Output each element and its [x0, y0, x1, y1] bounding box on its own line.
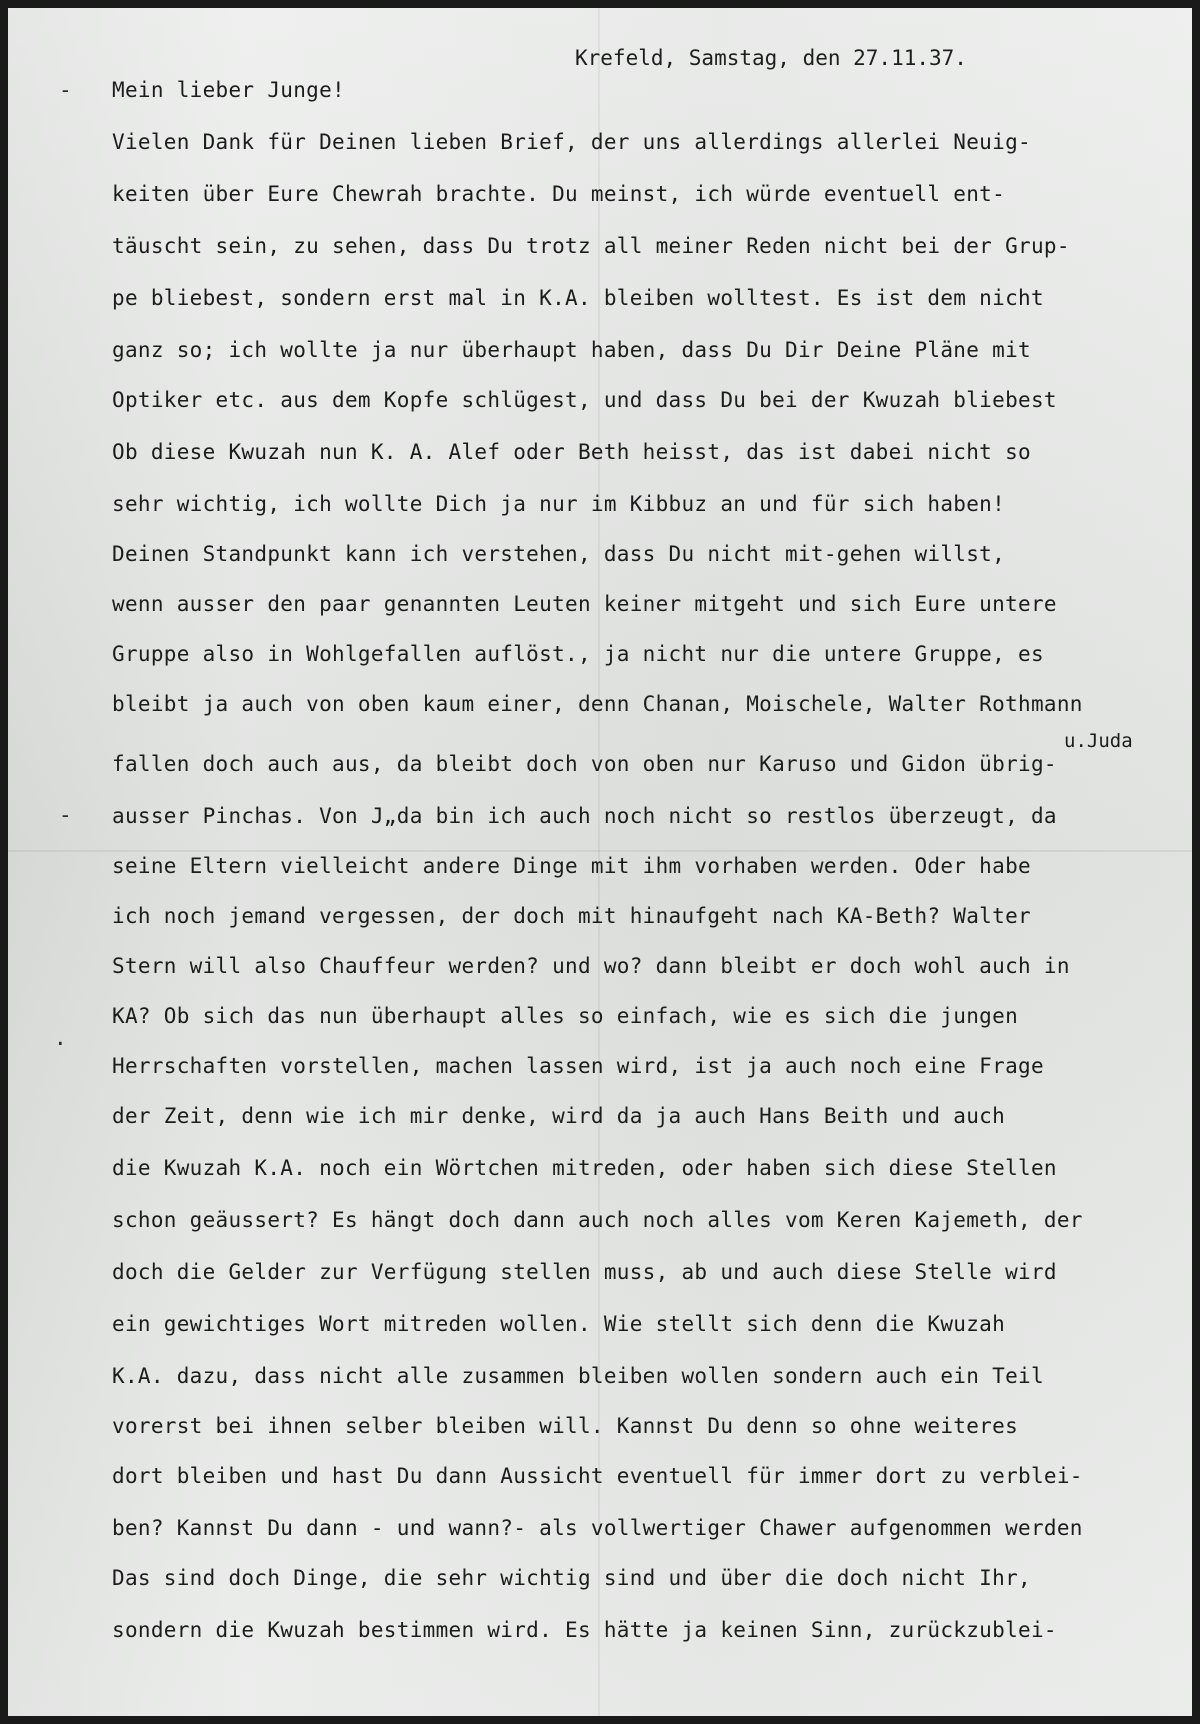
letter-line: schon geäussert? Es hängt doch dann auch noch alles vom Keren Kajemeth, der	[112, 1208, 1083, 1232]
letter-line: doch die Gelder zur Verfügung stellen muss, ab und auch diese Stelle wird	[112, 1260, 1057, 1284]
letter-line: Das sind doch Dinge, die sehr wichtig sind und über die doch nicht Ihr,	[112, 1566, 1031, 1590]
letter-line: dort bleiben und hast Du dann Aussicht eventuell für immer dort zu verblei-	[112, 1464, 1083, 1488]
margin-mark: -	[59, 78, 72, 102]
letter-line: K.A. dazu, dass nicht alle zusammen bleiben wollen sondern auch ein Teil	[112, 1364, 1044, 1388]
letter-line: seine Eltern vielleicht andere Dinge mit ihm vorhaben werden. Oder habe	[112, 854, 1031, 878]
letter-line: sondern die Kwuzah bestimmen wird. Es hätte ja keinen Sinn, zurückzublei-	[112, 1618, 1057, 1642]
letter-line: Stern will also Chauffeur werden? und wo? dann bleibt er doch wohl auch in	[112, 954, 1070, 978]
letter-line: KA? Ob sich das nun überhaupt alles so einfach, wie es sich die jungen	[112, 1004, 1019, 1028]
margin-mark: .	[54, 1026, 67, 1050]
letter-line: Ob diese Kwuzah nun K. A. Alef oder Beth heisst, das ist dabei nicht so	[112, 440, 1031, 464]
letter-line: ich noch jemand vergessen, der doch mit hinaufgeht nach KA-Beth? Walter	[112, 904, 1031, 928]
letter-line: Vielen Dank für Deinen lieben Brief, der uns allerdings allerlei Neuig-	[112, 130, 1031, 154]
letter-line: ein gewichtiges Wort mitreden wollen. Wie stellt sich denn die Kwuzah	[112, 1312, 1006, 1336]
letter-line: wenn ausser den paar genannten Leuten keiner mitgeht und sich Eure untere	[112, 592, 1057, 616]
fold-line-horizontal	[8, 850, 1192, 852]
margin-mark: -	[59, 803, 72, 827]
letter-line: täuscht sein, zu sehen, dass Du trotz all meiner Reden nicht bei der Grup-	[112, 234, 1070, 258]
letter-line: ben? Kannst Du dann - und wann?- als vollwertiger Chawer aufgenommen werden	[112, 1516, 1083, 1540]
letter-line: Gruppe also in Wohlgefallen auflöst., ja nicht nur die untere Gruppe, es	[112, 642, 1044, 666]
letter-line: vorerst bei ihnen selber bleiben will. Kannst Du denn so ohne weiteres	[112, 1414, 1019, 1438]
letter-line: bleibt ja auch von oben kaum einer, denn Chanan, Moischele, Walter Rothmann	[112, 692, 1083, 716]
letter-line: ausser Pinchas. Von J„da bin ich auch noch nicht so restlos überzeugt, da	[112, 804, 1057, 828]
letter-line: Deinen Standpunkt kann ich verstehen, dass Du nicht mit-gehen willst,	[112, 542, 1006, 566]
letter-line: ganz so; ich wollte ja nur überhaupt haben, dass Du Dir Deine Pläne mit	[112, 338, 1031, 362]
interline-insertion: u.Juda	[1064, 730, 1133, 752]
letter-line: fallen doch auch aus, da bleibt doch von oben nur Karuso und Gidon übrig-	[112, 752, 1057, 776]
letter-page	[8, 8, 1192, 1716]
letter-line: Mein lieber Junge!	[112, 78, 345, 102]
letter-line: Herrschaften vorstellen, machen lassen wird, ist ja auch noch eine Frage	[112, 1054, 1044, 1078]
letter-line: keiten über Eure Chewrah brachte. Du meinst, ich würde eventuell ent-	[112, 182, 1006, 206]
letter-line: pe bliebest, sondern erst mal in K.A. bleiben wolltest. Es ist dem nicht	[112, 286, 1044, 310]
letter-line: der Zeit, denn wie ich mir denke, wird da ja auch Hans Beith und auch	[112, 1104, 1006, 1128]
letter-line: sehr wichtig, ich wollte Dich ja nur im Kibbuz an und für sich haben!	[112, 492, 1006, 516]
letter-line: Optiker etc. aus dem Kopfe schlügest, und dass Du bei der Kwuzah bliebest	[112, 388, 1057, 412]
letter-line: die Kwuzah K.A. noch ein Wörtchen mitreden, oder haben sich diese Stellen	[112, 1156, 1057, 1180]
letter-dateline: Krefeld, Samstag, den 27.11.37.	[575, 46, 967, 70]
